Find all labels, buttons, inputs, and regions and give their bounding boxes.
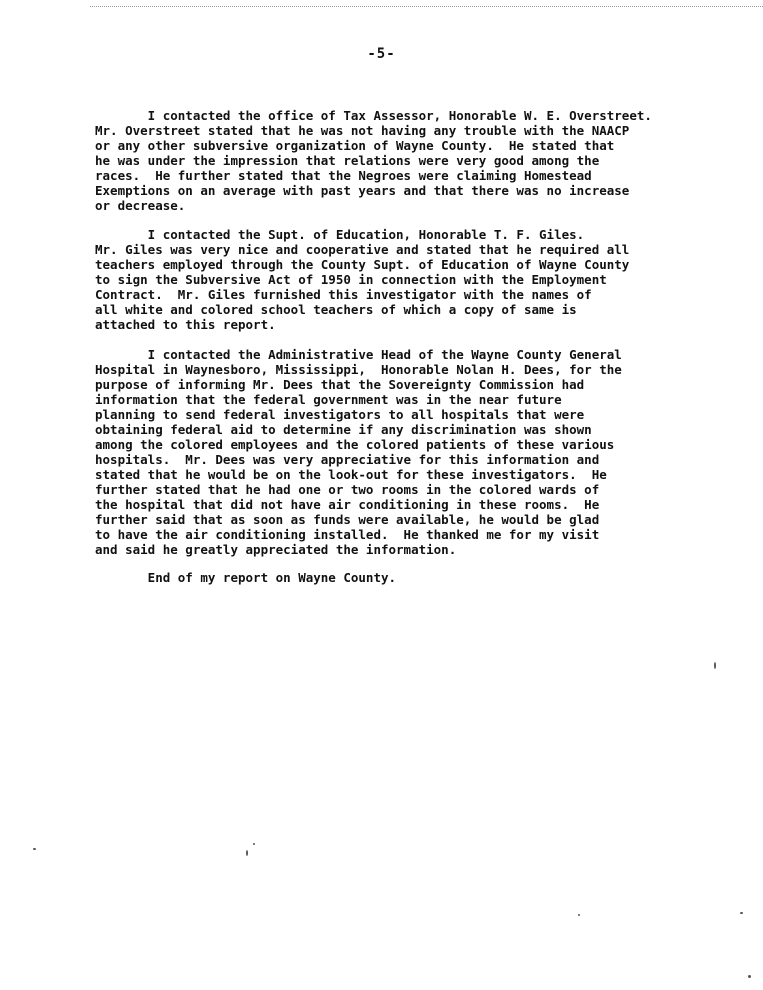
scan-speck [714,662,716,669]
text-line: information that the federal government was in the near future [95,392,562,407]
text-line: I contacted the Administrative Head of the Wayne County General [95,347,622,362]
text-line: further stated that he had one or two rooms in the colored wards of [95,482,600,497]
text-line: teachers employed through the County Supt. of Education of Wayne County [95,257,630,272]
text-line: obtaining federal aid to determine if any discrimination was shown [95,422,592,437]
text-line: Hospital in Waynesboro, Mississippi, Honorable Nolan H. Dees, for the [95,362,622,377]
text-line: he was under the impression that relations were very good among the [95,153,600,168]
paragraph-education [95,227,735,332]
text-line: attached to this report. [95,317,276,332]
paragraph-tax-assessor [95,108,735,213]
text-line: to sign the Subversive Act of 1950 in connection with the Employment [95,272,607,287]
text-line: Contract. Mr. Giles furnished this investigator with the names of [95,287,592,302]
text-line: hospitals. Mr. Dees was very appreciative for this information and [95,452,600,467]
text-line: to have the air conditioning installed. He thanked me for my visit [95,527,600,542]
text-line: and said he greatly appreciated the information. [95,542,457,557]
text-line: among the colored employees and the colored patients of these various [95,437,615,452]
scan-speck [740,912,743,914]
scan-speck [246,850,248,856]
text-line: planning to send federal investigators to all hospitals that were [95,407,585,422]
text-line: stated that he would be on the look-out for these investigators. He [95,467,607,482]
text-line: Exemptions on an average with past years and that there was no increase [95,183,630,198]
scan-speck [33,848,36,850]
text-line: Mr. Giles was very nice and cooperative and stated that he required all [95,242,630,257]
page-number: -5- [367,46,396,62]
text-line: races. He further stated that the Negroes were claiming Homestead [95,168,592,183]
text-line: all white and colored school teachers of which a copy of same is [95,302,577,317]
text-line: the hospital that did not have air conditioning in these rooms. He [95,497,600,512]
scan-speck [748,975,751,978]
paragraph-closing [95,570,735,585]
text-line: or decrease. [95,198,186,213]
text-line: purpose of informing Mr. Dees that the Sovereignty Commission had [95,377,585,392]
text-line: or any other subversive organization of Wayne County. He stated that [95,138,615,153]
text-line: I contacted the Supt. of Education, Honorable T. F. Giles. [95,227,585,242]
scan-speck [578,914,580,916]
paragraph-hospital [95,347,735,557]
text-line: Mr. Overstreet stated that he was not having any trouble with the NAACP [95,123,630,138]
scan-speck [253,843,255,845]
text-line: I contacted the office of Tax Assessor, Honorable W. E. Overstreet. [95,108,652,123]
text-line: End of my report on Wayne County. [95,570,397,585]
top-border-line [90,0,763,7]
text-line: further said that as soon as funds were available, he would be glad [95,512,600,527]
